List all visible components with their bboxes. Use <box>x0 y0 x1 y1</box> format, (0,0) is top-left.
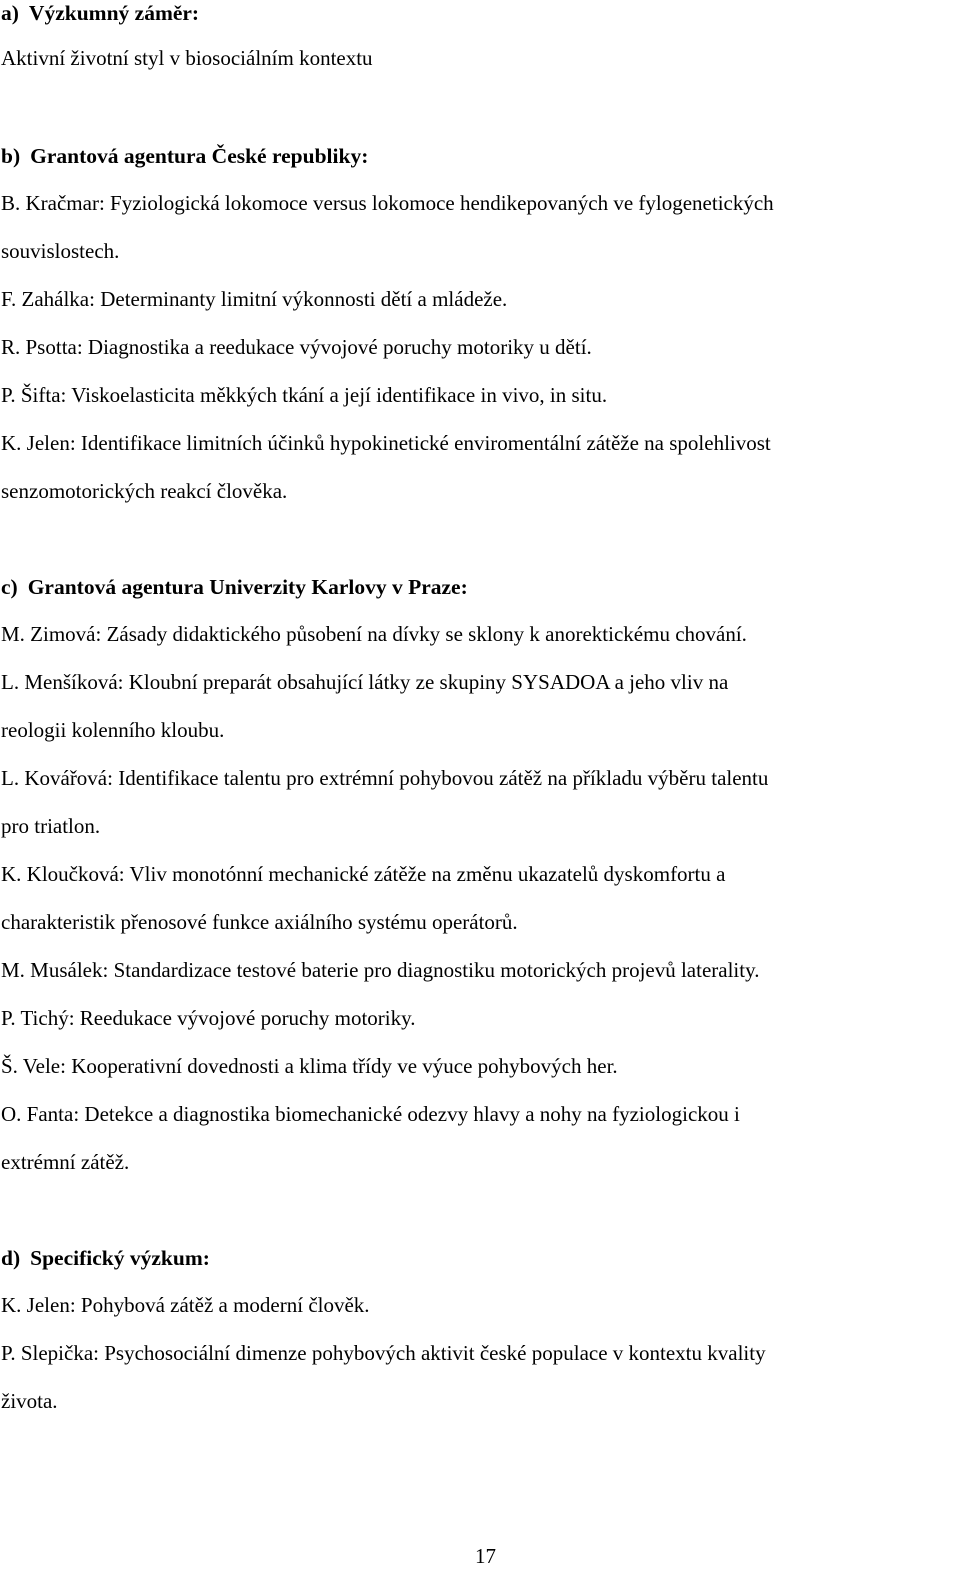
section-b-item-6: senzomotorických reakcí člověka. <box>1 479 288 503</box>
section-c-item-5: K. Kloučková: Vliv monotónní mechanické zátěže na změnu ukazatelů dyskomfortu a <box>1 862 726 886</box>
section-d-item-0: K. Jelen: Pohybová zátěž a moderní člověk. <box>1 1293 370 1317</box>
section-c-item-6: charakteristik přenosové funkce axiálního systému operátorů. <box>1 910 518 934</box>
section-b-item-1: souvislostech. <box>1 239 120 263</box>
section-c-item-11: extrémní zátěž. <box>1 1150 130 1174</box>
section-b-item-4: P. Šifta: Viskoelasticita měkkých tkání a její identifikace in vivo, in situ. <box>1 383 608 407</box>
section-b-title: Grantová agentura České republiky: <box>30 144 369 168</box>
section-c-item-10: O. Fanta: Detekce a diagnostika biomechanické odezvy hlavy a nohy na fyziologickou i <box>1 1102 740 1126</box>
section-d-item-1: P. Slepička: Psychosociální dimenze pohybových aktivit české populace v kontextu kvality <box>1 1341 766 1365</box>
section-d-title: Specifický výzkum: <box>30 1246 210 1270</box>
section-c-item-0: M. Zimová: Zásady didaktického působení na dívky se sklony k anorektickému chování. <box>1 622 747 646</box>
section-a-label: a) <box>1 1 19 25</box>
section-c-item-7: M. Musálek: Standardizace testové baterie pro diagnostiku motorických projevů laterality. <box>1 958 760 982</box>
section-c-item-1: L. Menšíková: Kloubní preparát obsahující látky ze skupiny SYSADOA a jeho vliv na <box>1 670 729 694</box>
section-b-item-0: B. Kračmar: Fyziologická lokomoce versus lokomoce hendikepovaných ve fylogenetických <box>1 191 774 215</box>
section-c-label: c) <box>1 575 18 599</box>
section-a-item-0: Aktivní životní styl v biosociálním kontextu <box>1 46 373 70</box>
section-d-item-2: života. <box>1 1389 58 1413</box>
section-b-item-3: R. Psotta: Diagnostika a reedukace vývojové poruchy motoriky u dětí. <box>1 335 592 359</box>
section-c-item-9: Š. Vele: Kooperativní dovednosti a klima třídy ve výuce pohybových her. <box>1 1054 618 1078</box>
section-c-heading <box>1 574 468 600</box>
section-a-heading <box>1 0 199 26</box>
section-c-item-4: pro triatlon. <box>1 814 101 838</box>
section-c-title: Grantová agentura Univerzity Karlovy v Praze: <box>27 575 468 599</box>
section-d-heading <box>1 1245 210 1271</box>
section-c-item-8: P. Tichý: Reedukace vývojové poruchy motoriky. <box>1 1006 416 1030</box>
section-b-label: b) <box>1 144 21 168</box>
section-c-item-3: L. Kovářová: Identifikace talentu pro extrémní pohybovou zátěž na příkladu výběru talentu <box>1 766 769 790</box>
section-c-item-2: reologii kolenního kloubu. <box>1 718 225 742</box>
section-b-item-5: K. Jelen: Identifikace limitních účinků hypokinetické enviromentální zátěže na spolehlivost <box>1 431 771 455</box>
section-b-heading <box>1 143 368 169</box>
section-a-title: Výzkumný záměr: <box>28 1 200 25</box>
page-number: 17 <box>475 1544 496 1568</box>
section-d-label: d) <box>1 1246 21 1270</box>
section-b-item-2: F. Zahálka: Determinanty limitní výkonnosti dětí a mládeže. <box>1 287 508 311</box>
